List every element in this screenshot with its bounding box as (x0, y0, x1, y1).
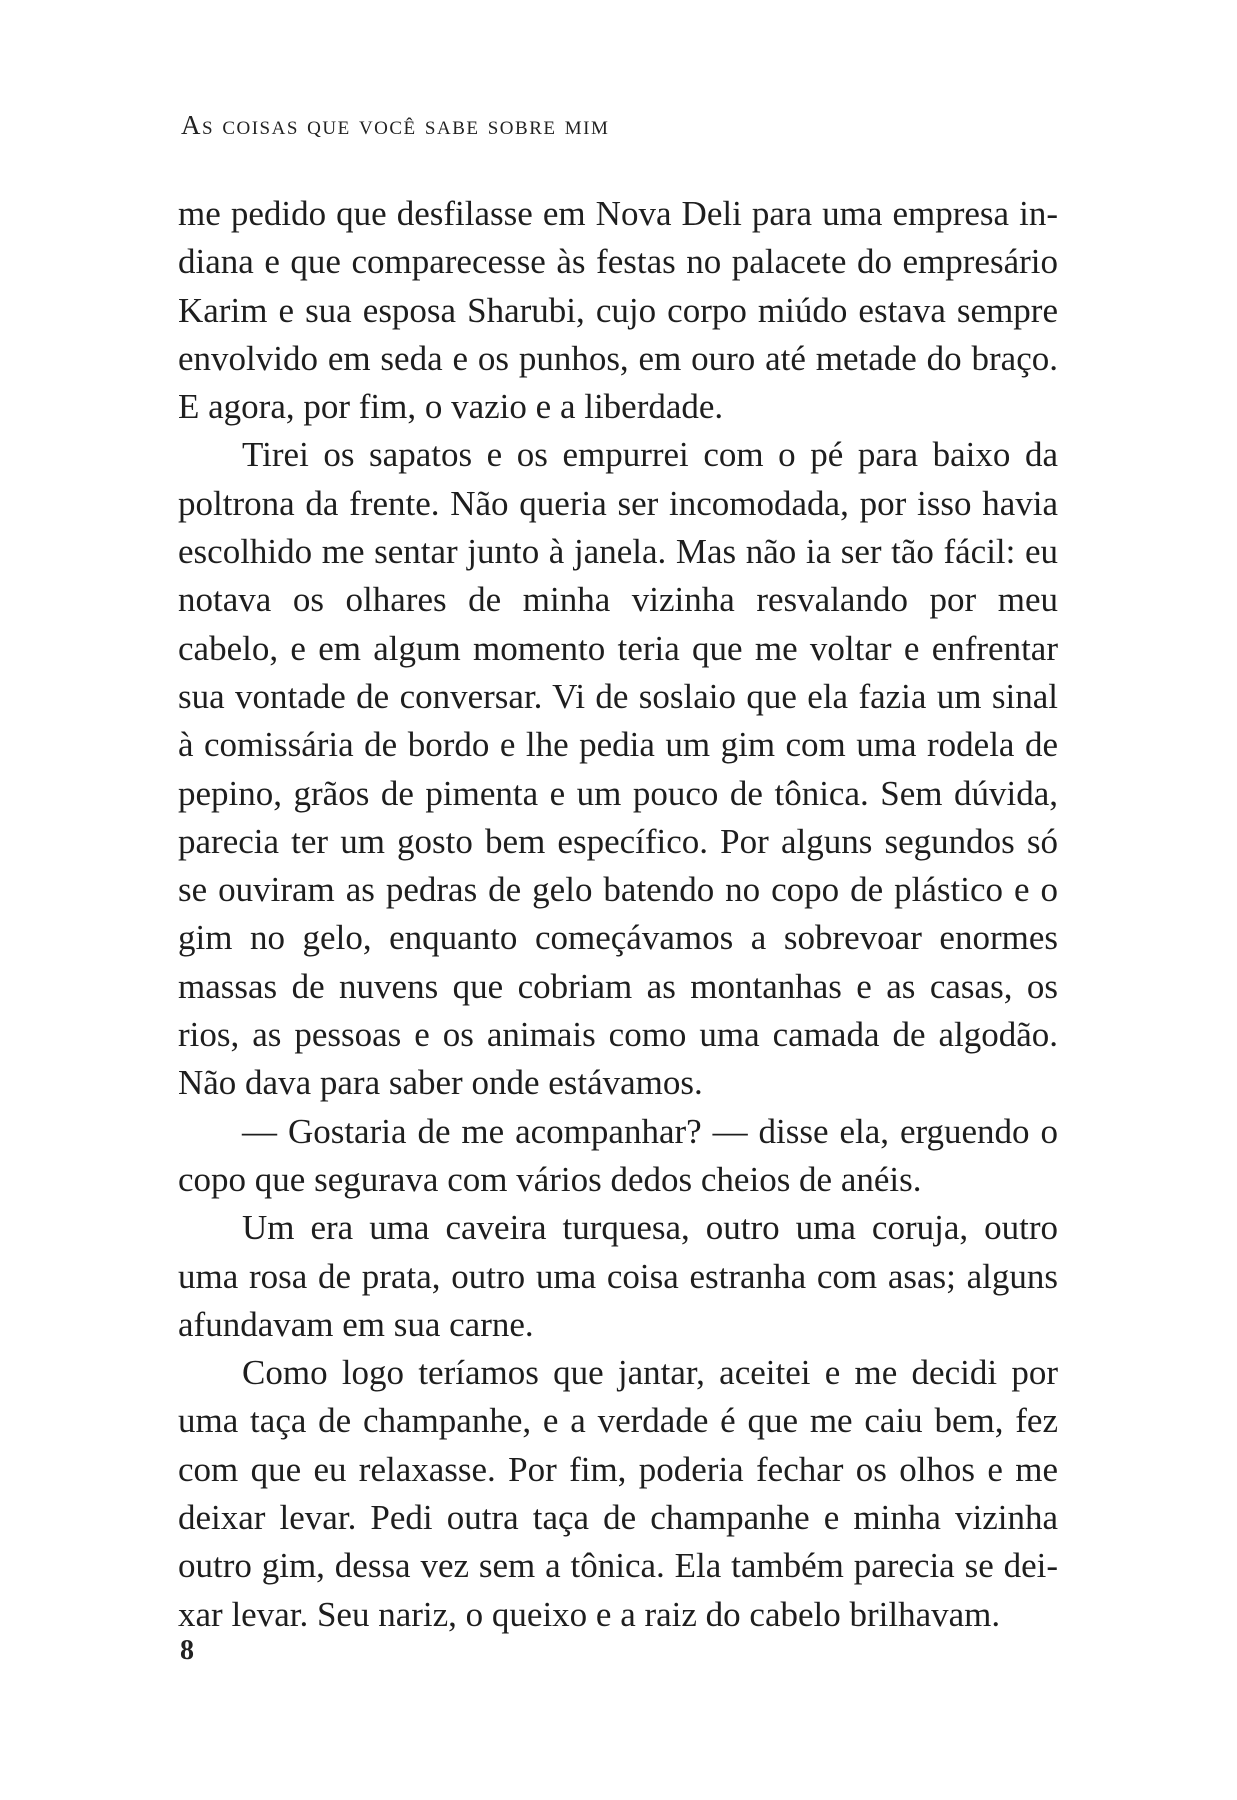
paragraph-1: me pedido que desfilasse em Nova Deli para uma empresa indiana e que comparecesse às festas no palacete do empresário Karim e sua esposa Sharubi, cujo corpo miúdo estava sempre envolvido em seda e os punhos, em ouro até metade do braço. E agora, por fim, o vazio e a liberdade. (178, 194, 1058, 427)
page-number: 8 (180, 1635, 194, 1666)
paragraph-2: Tirei os sapatos e os empurrei com o pé para baixo da poltrona da frente. Não queria ser incomodada, por isso havia escolhido me sentar junto à janela. Mas não ia ser tão fácil: eu notava os olhares de minha vizinha resvalando por meu cabelo, e em algum momento teria que me voltar e enfrentar sua vontade de conversar. Vi de soslaio que ela fazia um sinal à comissária de bordo e lhe pedia um gim com uma rodela de pepino, grãos de pimenta e um pouco de tônica. Sem dúvida, parecia ter um gosto bem específico. Por alguns segundos só se ouviram as pedras de gelo batendo no copo de plástico e o gim no gelo, enquanto começávamos a sobrevoar enormes massas de nuvens que cobriam as montanhas e as casas, os rios, as pessoas e os animais como uma camada de algodão. Não dava para saber onde estávamos. (178, 435, 1058, 1103)
paragraph-5: Como logo teríamos que jantar, aceitei e me decidi por uma taça de champanhe, e a verdade é que me caiu bem, fez com que eu relaxasse. Por fim, poderia fechar os olhos e me deixar levar. Pedi outra taça de champanhe e minha vizinha outro gim, dessa vez sem a tônica. Ela também parecia se deixar levar. Seu nariz, o queixo e a raiz do cabelo brilhavam. (178, 1353, 1058, 1634)
running-head: As coisas que você sabe sobre mim (181, 110, 610, 140)
body-text (178, 190, 1058, 1639)
paragraph-3: — Gostaria de me acompanhar? — disse ela, erguendo o copo que segurava com vários dedos cheios de anéis. (178, 1111, 1058, 1199)
paragraph-4: Um era uma caveira turquesa, outro uma coruja, outro uma rosa de prata, outro uma coisa estranha com asas; alguns afundavam em sua carne. (178, 1208, 1058, 1344)
